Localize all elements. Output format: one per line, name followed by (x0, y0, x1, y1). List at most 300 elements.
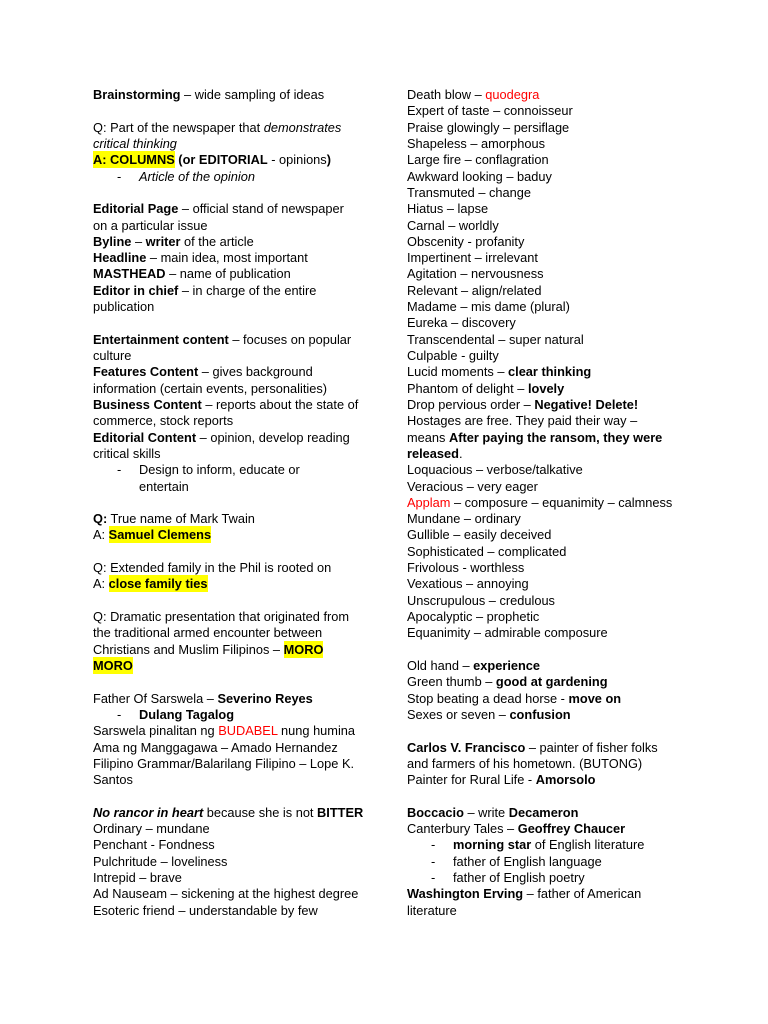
note-entry (407, 527, 747, 543)
text-line (407, 348, 747, 364)
bold-text: No rancor in heart (93, 804, 204, 820)
text: nung humina (277, 723, 356, 739)
bullet-item (93, 462, 393, 495)
note-entry (93, 527, 393, 543)
text: of the article (180, 233, 254, 249)
text-line (407, 87, 747, 103)
note-entry (93, 560, 393, 576)
note-entry (407, 462, 747, 478)
bold-text: Editorial Content (93, 429, 197, 445)
text: on a particular issue (93, 217, 208, 233)
text-line (407, 283, 747, 299)
text-line (93, 266, 393, 282)
highlighted-answer: close family ties (108, 576, 208, 592)
text-line (407, 185, 747, 201)
text: culture (93, 348, 132, 363)
text-line (93, 854, 393, 870)
italic-text: critical thinking (93, 135, 177, 151)
text-line (93, 772, 393, 788)
text: . (458, 445, 463, 461)
note-entry (93, 430, 393, 463)
note-entry (407, 120, 747, 136)
note-entry (93, 364, 393, 397)
bold-text: morning star (453, 837, 532, 853)
note-entry (407, 299, 747, 315)
text-line (407, 740, 747, 756)
text-line (407, 886, 747, 902)
bold-text: Business Content (93, 396, 202, 412)
text: – focuses on popular (228, 331, 352, 347)
note-entry (407, 185, 747, 201)
bold-text: confusion (509, 706, 571, 722)
text: Transcendental – super natural (407, 331, 584, 347)
text: commerce, stock reports (93, 413, 234, 429)
note-group (93, 691, 393, 789)
text: – father of American (523, 886, 642, 902)
note-entry (93, 201, 393, 234)
bold-text: released (407, 445, 459, 461)
note-entry (407, 315, 747, 331)
bold-text: Geoffrey Chaucer (517, 821, 626, 837)
note-entry (407, 674, 747, 690)
note-entry (93, 266, 393, 282)
note-entry (407, 332, 747, 348)
text: Loquacious – verbose/talkative (407, 462, 583, 478)
text: Relevant – align/related (407, 282, 542, 298)
text: Penchant - Fondness (93, 837, 215, 853)
text-line (407, 903, 747, 919)
note-entry (407, 511, 747, 527)
text-line (93, 609, 393, 625)
text: – name of publication (165, 266, 291, 282)
text: Shapeless – amorphous (407, 135, 546, 151)
bold-text: Entertainment content (93, 331, 229, 347)
note-entry (407, 560, 747, 576)
text: Transmuted – change (407, 184, 532, 200)
text-line (93, 332, 393, 348)
text-line (407, 201, 747, 217)
text: entertain (139, 478, 189, 494)
note-entry (93, 250, 393, 266)
text-line (407, 299, 747, 315)
text-line (407, 691, 747, 707)
text: Old hand – (407, 657, 474, 673)
note-entry (407, 218, 747, 234)
text: publication (93, 299, 155, 315)
note-entry (407, 250, 747, 266)
text-line (93, 283, 393, 299)
text-line (93, 397, 393, 413)
text: Q: Extended family in the Phil is rooted on (93, 560, 332, 576)
note-entry (407, 691, 747, 707)
text-line (139, 707, 393, 723)
text-line (407, 266, 747, 282)
text: because she is not (203, 804, 318, 820)
text: Stop beating a dead horse - (407, 690, 569, 706)
note-entry (93, 756, 393, 789)
red-text: Applam (407, 494, 451, 510)
text-line (93, 299, 393, 315)
text-line (93, 120, 393, 136)
text-line (407, 495, 747, 511)
note-entry (93, 576, 393, 592)
text: Esoteric friend – understandable by few (93, 902, 318, 918)
text-line (93, 691, 393, 707)
note-entry (407, 87, 747, 103)
bold-text: MASTHEAD (93, 266, 166, 282)
note-group (93, 609, 393, 674)
text-line (93, 348, 393, 364)
text-line (407, 658, 747, 674)
text: – write (463, 804, 509, 820)
note-entry (93, 821, 393, 837)
bold-text: Features Content (93, 364, 199, 380)
text: literature (407, 902, 457, 918)
text-line (407, 103, 747, 119)
bold-text: Decameron (508, 804, 579, 820)
bullet-marker: - (117, 168, 122, 184)
text: Ad Nauseam – sickening at the highest degree (93, 886, 359, 902)
text-line (407, 511, 747, 527)
text: – main idea, most important (146, 250, 308, 266)
text: Lucid moments – (407, 364, 509, 380)
note-entry (407, 593, 747, 609)
text-line (93, 201, 393, 217)
text: Drop pervious order – (407, 396, 535, 412)
text: Santos (93, 772, 133, 788)
bold-text: Byline (93, 233, 132, 249)
text-line (139, 479, 393, 495)
text-line (93, 576, 393, 592)
text: information (certain events, personalities) (93, 380, 328, 396)
text-line (407, 560, 747, 576)
text: – gives background (198, 364, 313, 380)
note-entry (407, 201, 747, 217)
bullet-item (407, 854, 747, 870)
text-line (407, 479, 747, 495)
text: and farmers of his hometown. (BUTONG) (407, 755, 643, 771)
text: Death blow – (407, 87, 486, 102)
text: Ordinary – mundane (93, 821, 210, 837)
bold-text: Severino Reyes (217, 690, 313, 706)
note-group (93, 511, 393, 544)
bold-text: move on (568, 690, 622, 706)
text-line (453, 870, 747, 886)
note-group (407, 87, 747, 642)
note-entry (407, 152, 747, 168)
text-line (407, 430, 747, 446)
text: critical skills (93, 445, 161, 461)
text-line (93, 87, 393, 103)
text-line (93, 527, 393, 543)
text-line (407, 381, 747, 397)
text: Equanimity – admirable composure (407, 625, 608, 641)
note-entry (407, 805, 747, 821)
note-entry (93, 903, 393, 919)
bold-text: Editor in chief (93, 282, 179, 298)
note-entry (407, 707, 747, 723)
note-entry (93, 283, 393, 316)
note-group (93, 560, 393, 593)
note-entry (93, 511, 393, 527)
text: Phantom of delight – (407, 380, 528, 396)
text-line (93, 886, 393, 902)
text-line (407, 397, 747, 413)
note-entry (407, 658, 747, 674)
note-group (93, 87, 393, 103)
text-line (407, 446, 747, 462)
text-line (453, 854, 747, 870)
text-line (407, 315, 747, 331)
bold-text: Q: (93, 511, 108, 527)
text: Apocalyptic – prophetic (407, 609, 540, 624)
note-entry (93, 870, 393, 886)
highlighted-answer: Samuel Clemens (108, 527, 212, 543)
note-entry (93, 723, 393, 739)
text: Veracious – very eager (407, 478, 538, 494)
text-line (93, 218, 393, 234)
text-line (407, 120, 747, 136)
note-entry (93, 805, 393, 821)
note-entry (93, 740, 393, 756)
bullet-item (407, 870, 747, 886)
text: – composure – equanimity – calmness (450, 494, 673, 510)
note-entry (93, 854, 393, 870)
text-line (93, 723, 393, 739)
right-column (407, 87, 747, 919)
text-line (93, 658, 393, 674)
text-line (407, 169, 747, 185)
bullet-marker: - (117, 706, 122, 722)
text: Father Of Sarswela – (93, 690, 218, 706)
note-group (407, 740, 747, 789)
note-group (407, 805, 747, 919)
bold-text: Boccacio (407, 804, 464, 820)
text-line (93, 446, 393, 462)
bold-text: Editorial Page (93, 201, 179, 217)
text: Hiatus – lapse (407, 201, 489, 217)
text: True name of Mark Twain (107, 511, 255, 527)
bullet-marker: - (117, 462, 122, 478)
note-entry (407, 479, 747, 495)
note-entry (407, 381, 747, 397)
bullet-marker: - (431, 837, 436, 853)
highlighted-answer: A: COLUMNS (93, 152, 175, 168)
note-entry (407, 234, 747, 250)
red-text: quodegra (485, 87, 540, 102)
bold-text: BITTER (317, 804, 364, 820)
text: Sarswela pinalitan ng (93, 723, 219, 739)
text-line (407, 364, 747, 380)
text-line (93, 511, 393, 527)
text: Frivolous - worthless (407, 560, 525, 576)
text: Eureka – discovery (407, 315, 516, 331)
text-line (93, 821, 393, 837)
text: Impertinent – irrelevant (407, 250, 538, 266)
text-line (139, 169, 393, 185)
text: Unscrupulous – credulous (407, 592, 555, 608)
bullet-marker: - (431, 853, 436, 869)
text: A: (93, 576, 109, 592)
text: means (407, 429, 449, 445)
text-line (93, 152, 393, 168)
text-line (93, 250, 393, 266)
text-line (93, 837, 393, 853)
bold-text: (or EDITORIAL (174, 152, 268, 168)
text-line (407, 413, 747, 429)
bold-text: ) (326, 152, 331, 168)
bold-text: After paying the ransom, they were (448, 429, 663, 445)
text-line (407, 332, 747, 348)
text: Gullible – easily deceived (407, 527, 552, 543)
note-entry (407, 103, 747, 119)
highlighted-answer: MORO (283, 641, 324, 657)
text-line (407, 772, 747, 788)
text-line (407, 234, 747, 250)
note-entry (407, 413, 747, 462)
text: Ama ng Manggagawa – Amado Hernandez (93, 739, 338, 755)
text: the traditional armed encounter between (93, 625, 323, 641)
text: father of English language (453, 853, 602, 869)
highlighted-answer: MORO (93, 657, 133, 673)
text: Q: Dramatic presentation that originated from (93, 609, 350, 624)
text: – opinion, develop reading (196, 429, 350, 445)
text: Sexes or seven – (407, 706, 510, 722)
text: Painter for Rural Life - (407, 772, 536, 788)
text: Carnal – worldly (407, 217, 499, 233)
text: Hostages are free. They paid their way – (407, 413, 638, 429)
note-entry (407, 609, 747, 625)
note-entry (407, 886, 747, 919)
note-entry (407, 136, 747, 152)
text: – reports about the state of (201, 396, 359, 412)
bold-text: writer (145, 233, 181, 249)
text-line (93, 364, 393, 380)
note-group (93, 201, 393, 315)
note-entry (407, 495, 747, 511)
text-line (407, 707, 747, 723)
text: father of English poetry (453, 870, 585, 885)
text: – wide sampling of ideas (180, 87, 325, 102)
bold-text: lovely (527, 380, 565, 396)
text: Filipino Grammar/Balarilang Filipino – Lope K. (93, 755, 355, 771)
text: Intrepid – brave (93, 870, 182, 885)
text-line (407, 576, 747, 592)
text-line (93, 381, 393, 397)
text-line (93, 642, 393, 658)
text: Madame – mis dame (plural) (407, 299, 570, 315)
bullet-marker: - (431, 870, 436, 885)
note-group (407, 658, 747, 723)
text: Vexatious – annoying (407, 576, 529, 592)
text-line (93, 234, 393, 250)
red-text: BUDABEL (218, 723, 278, 739)
bullet-item (93, 707, 393, 723)
text: Canterbury Tales – (407, 821, 518, 837)
bold-text: Negative! Delete! (534, 396, 639, 412)
text: – painter of fisher folks (525, 739, 658, 755)
bold-text: experience (473, 657, 541, 673)
text-line (407, 152, 747, 168)
note-entry (407, 772, 747, 788)
text-line (407, 593, 747, 609)
text-line (453, 837, 747, 853)
note-entry (407, 544, 747, 560)
note-entry (407, 283, 747, 299)
note-entry (407, 266, 747, 282)
note-entry (407, 576, 747, 592)
note-entry (93, 332, 393, 365)
note-entry (407, 740, 747, 773)
text-line (93, 136, 393, 152)
bold-text: Brainstorming (93, 87, 181, 102)
left-column (93, 87, 393, 919)
text: Q: Part of the newspaper that (93, 119, 264, 135)
text: – (131, 233, 146, 249)
bold-text: Headline (93, 250, 147, 266)
note-entry (407, 821, 747, 837)
bold-text: Amorsolo (535, 772, 596, 788)
text-line (407, 218, 747, 234)
text-line (407, 527, 747, 543)
text: of English literature (531, 837, 645, 853)
text: – in charge of the entire (178, 282, 317, 298)
bold-text: good at gardening (495, 674, 608, 690)
text-line (407, 462, 747, 478)
text: A: (93, 527, 109, 543)
text: - opinions (267, 152, 327, 168)
note-entry (93, 87, 393, 103)
bold-text: Washington Erving (407, 886, 524, 902)
note-entry (407, 348, 747, 364)
text: Obscenity - profanity (407, 233, 525, 249)
note-entry (93, 691, 393, 707)
text-line (93, 430, 393, 446)
text-line (93, 560, 393, 576)
text-line (407, 136, 747, 152)
text: Culpable - guilty (407, 348, 499, 363)
text: Christians and Muslim Filipinos – (93, 641, 284, 657)
note-entry (93, 837, 393, 853)
text-line (139, 462, 393, 478)
text-line (407, 821, 747, 837)
note-entry (93, 234, 393, 250)
text-line (93, 413, 393, 429)
text: Sophisticated – complicated (407, 543, 567, 559)
text: Agitation – nervousness (407, 266, 544, 282)
note-entry (407, 397, 747, 413)
text-line (407, 609, 747, 625)
bold-text: Carlos V. Francisco (407, 739, 526, 755)
text-line (407, 625, 747, 641)
text-line (93, 903, 393, 919)
text: – official stand of newspaper (178, 201, 344, 217)
note-entry (407, 625, 747, 641)
note-group (93, 120, 393, 185)
note-entry (93, 120, 393, 153)
italic-text: Article of the opinion (139, 168, 255, 184)
note-entry (407, 169, 747, 185)
note-entry (93, 152, 393, 168)
bullet-item (407, 837, 747, 853)
text-line (407, 250, 747, 266)
bullet-item (93, 169, 393, 185)
text-line (93, 870, 393, 886)
note-entry (93, 397, 393, 430)
text: Praise glowingly – persiflage (407, 119, 570, 135)
bold-text: clear thinking (508, 364, 592, 380)
text-line (93, 625, 393, 641)
